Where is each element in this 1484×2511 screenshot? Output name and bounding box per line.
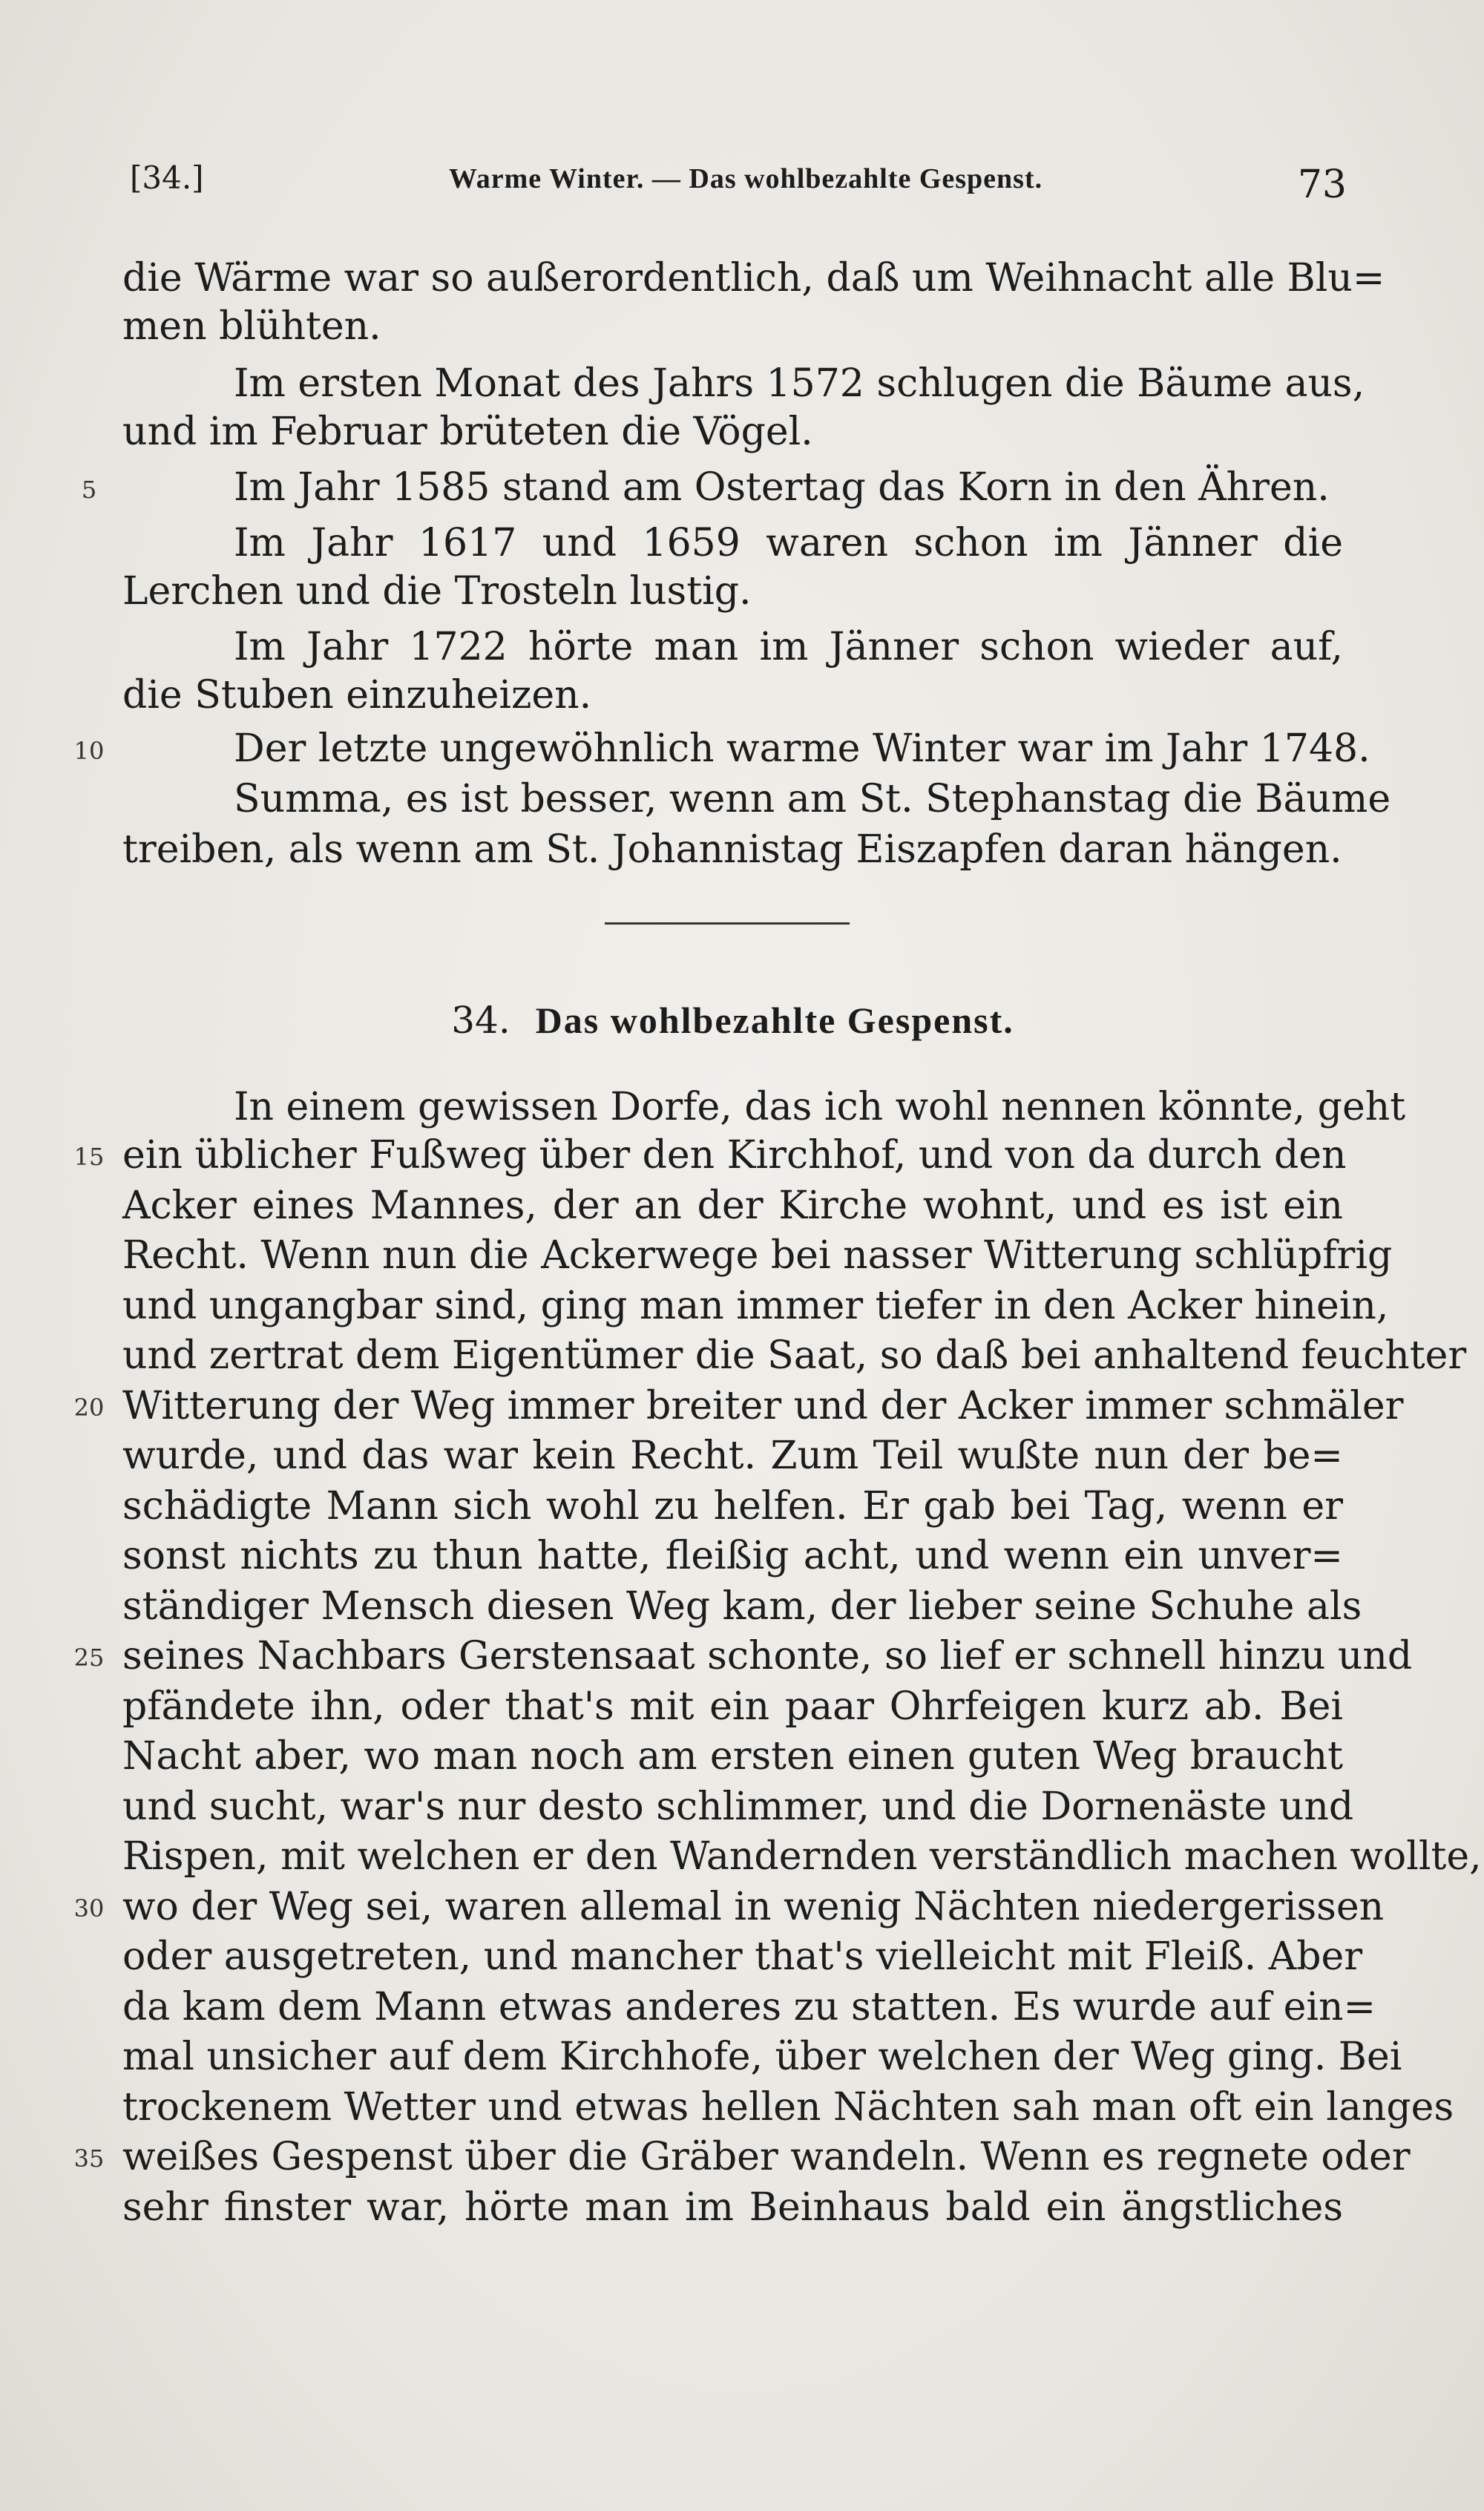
line-number: 25 — [73, 1644, 105, 1672]
text-line: pfändete ihn, oder that's mit ein paar Ohrfeigen kurz ab. Bei — [122, 1684, 1343, 1729]
text-line: wo der Weg sei, waren allemal in wenig Nächten niedergerissen — [122, 1885, 1385, 1929]
line-number: 5 — [81, 476, 97, 504]
text-line: und im Februar brüteten die Vögel. — [122, 410, 813, 454]
line-number: 35 — [73, 2144, 105, 2173]
text-line: und ungangbar sind, ging man immer tiefer in den Acker hinein, — [122, 1284, 1389, 1328]
chapter-title: Das wohlbezahlte Gespenst. — [535, 1000, 1014, 1041]
text-line: Im Jahr 1722 hörte man im Jänner schon wieder auf, — [234, 625, 1343, 669]
text-line: Recht. Wenn nun die Ackerwege bei nasser Witterung schlüpfrig — [122, 1233, 1393, 1278]
text-line: Im Jahr 1617 und 1659 waren schon im Jänner die — [234, 521, 1343, 565]
text-line: Im ersten Monat des Jahrs 1572 schlugen die Bäume aus, — [234, 361, 1365, 406]
text-line: die Stuben einzuheizen. — [122, 673, 592, 718]
text-line: Witterung der Weg immer breiter und der Acker immer schmäler — [122, 1384, 1404, 1428]
line-number: 10 — [73, 737, 105, 765]
text-line: In einem gewissen Dorfe, das ich wohl nennen könnte, geht — [234, 1085, 1406, 1129]
text-line: Acker eines Mannes, der an der Kirche wohnt, und es ist ein — [122, 1184, 1343, 1228]
text-line: trockenem Wetter und etwas hellen Nächten sah man oft ein langes — [122, 2085, 1454, 2130]
text-line: und sucht, war's nur desto schlimmer, und die Dornenäste und — [122, 1785, 1354, 1829]
text-line: seines Nachbars Gerstensaat schonte, so lief er schnell hinzu und — [122, 1634, 1413, 1678]
text-line: da kam dem Mann etwas anderes zu statten. Es wurde auf ein= — [122, 1985, 1376, 2029]
text-line: schädigte Mann sich wohl zu helfen. Er gab bei Tag, wenn er — [122, 1484, 1343, 1529]
text-line: sonst nichts zu thun hatte, fleißig acht, und wenn ein unver= — [122, 1534, 1343, 1578]
line-number: 30 — [73, 1894, 105, 1923]
text-line: men blühten. — [122, 304, 381, 349]
text-line: die Wärme war so außerordentlich, daß um Weihnacht alle Blu= — [122, 256, 1385, 301]
text-line: Im Jahr 1585 stand am Ostertag das Korn in den Ähren. — [234, 465, 1330, 510]
running-header — [130, 152, 1347, 211]
text-line: treiben, als wenn am St. Johannistag Eiszapfen daran hängen. — [122, 827, 1342, 872]
chapter-heading — [122, 994, 1343, 1046]
text-line: Lerchen und die Trosteln lustig. — [122, 569, 752, 614]
text-line: Nacht aber, wo man noch am ersten einen guten Weg braucht — [122, 1734, 1343, 1779]
line-number: 15 — [73, 1143, 105, 1171]
text-line: Rispen, mit welchen er den Wandernden verständlich machen wollte, — [122, 1834, 1482, 1879]
section-marker: [34.] — [130, 160, 204, 196]
line-number: 20 — [73, 1394, 105, 1422]
chapter-number: 34. — [451, 999, 510, 1042]
text-line: ständiger Mensch diesen Weg kam, der lieber seine Schuhe als — [122, 1584, 1362, 1629]
text-line: und zertrat dem Eigentümer die Saat, so daß bei anhaltend feuchter — [122, 1333, 1467, 1378]
text-line: ein üblicher Fußweg über den Kirchhof, und von da durch den — [122, 1133, 1347, 1178]
text-line: mal unsicher auf dem Kirchhofe, über welchen der Weg ging. Bei — [122, 2035, 1402, 2079]
text-line: Summa, es ist besser, wenn am St. Stephanstag die Bäume — [234, 777, 1391, 821]
section-divider — [605, 922, 850, 925]
text-line: weißes Gespenst über die Gräber wandeln. Wenn es regnete oder — [122, 2135, 1411, 2179]
text-line: sehr finster war, hörte man im Beinhaus bald ein ängstliches — [122, 2185, 1343, 2230]
page-number: 73 — [1297, 163, 1347, 207]
text-line: Der letzte ungewöhnlich warme Winter war im Jahr 1748. — [234, 726, 1370, 771]
text-line: oder ausgetreten, und mancher that's vielleicht mit Fleiß. Aber — [122, 1934, 1363, 1979]
running-title: Warme Winter. — Das wohlbezahlte Gespenst. — [448, 163, 1043, 194]
text-line: wurde, und das war kein Recht. Zum Teil wußte nun der be= — [122, 1434, 1343, 1478]
